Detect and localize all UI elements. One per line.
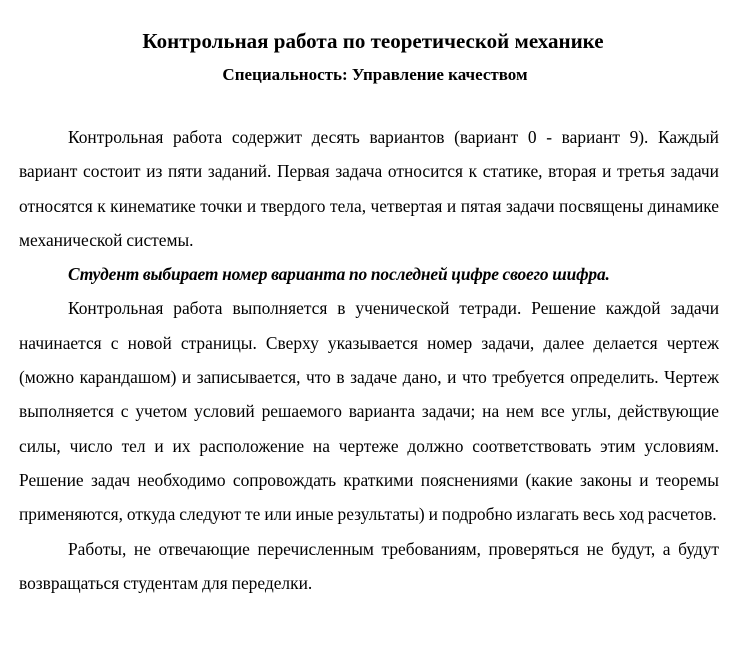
document-body — [19, 120, 719, 600]
paragraph-requirements: Контрольная работа выполняется в ученической тетради. Решение каждой задачи начинается с новой страницы. Сверху указывается номер задачи, далее делается чертеж (можно карандашом) и записывается, что в задаче дано, и что требуется определить. Чертеж выполняется с учетом условий решаемого варианта задачи; на нем все углы, действующие силы, число тел и их расположение на чертеже должно соответствовать этим условиям. Решение задач необходимо сопровождать краткими пояснениями (какие законы и теоремы применяются, откуда следуют те или иные результаты) и подробно излагать весь ход расчетов. — [19, 298, 719, 525]
paragraph-rejection: Работы, не отвечающие перечисленным требованиям, проверяться не будут, а будут возвращаться студентам для переделки. — [19, 538, 719, 593]
paragraph-variant-choice: Студент выбирает номер варианта по последней цифре своего шифра. — [68, 264, 610, 285]
document-subtitle: Специальность: Управление качеством — [222, 65, 528, 84]
document-title: Контрольная работа по теоретической механике — [142, 29, 604, 53]
paragraph-variants: Контрольная работа содержит десять вариантов (вариант 0 - вариант 9). Каждый вариант состоит из пяти заданий. Первая задача относится к статике, вторая и третья задачи относятся к кинематике точки и твердого тела, четвертая и пятая задачи посвящены динамике механической системы. — [19, 127, 719, 250]
